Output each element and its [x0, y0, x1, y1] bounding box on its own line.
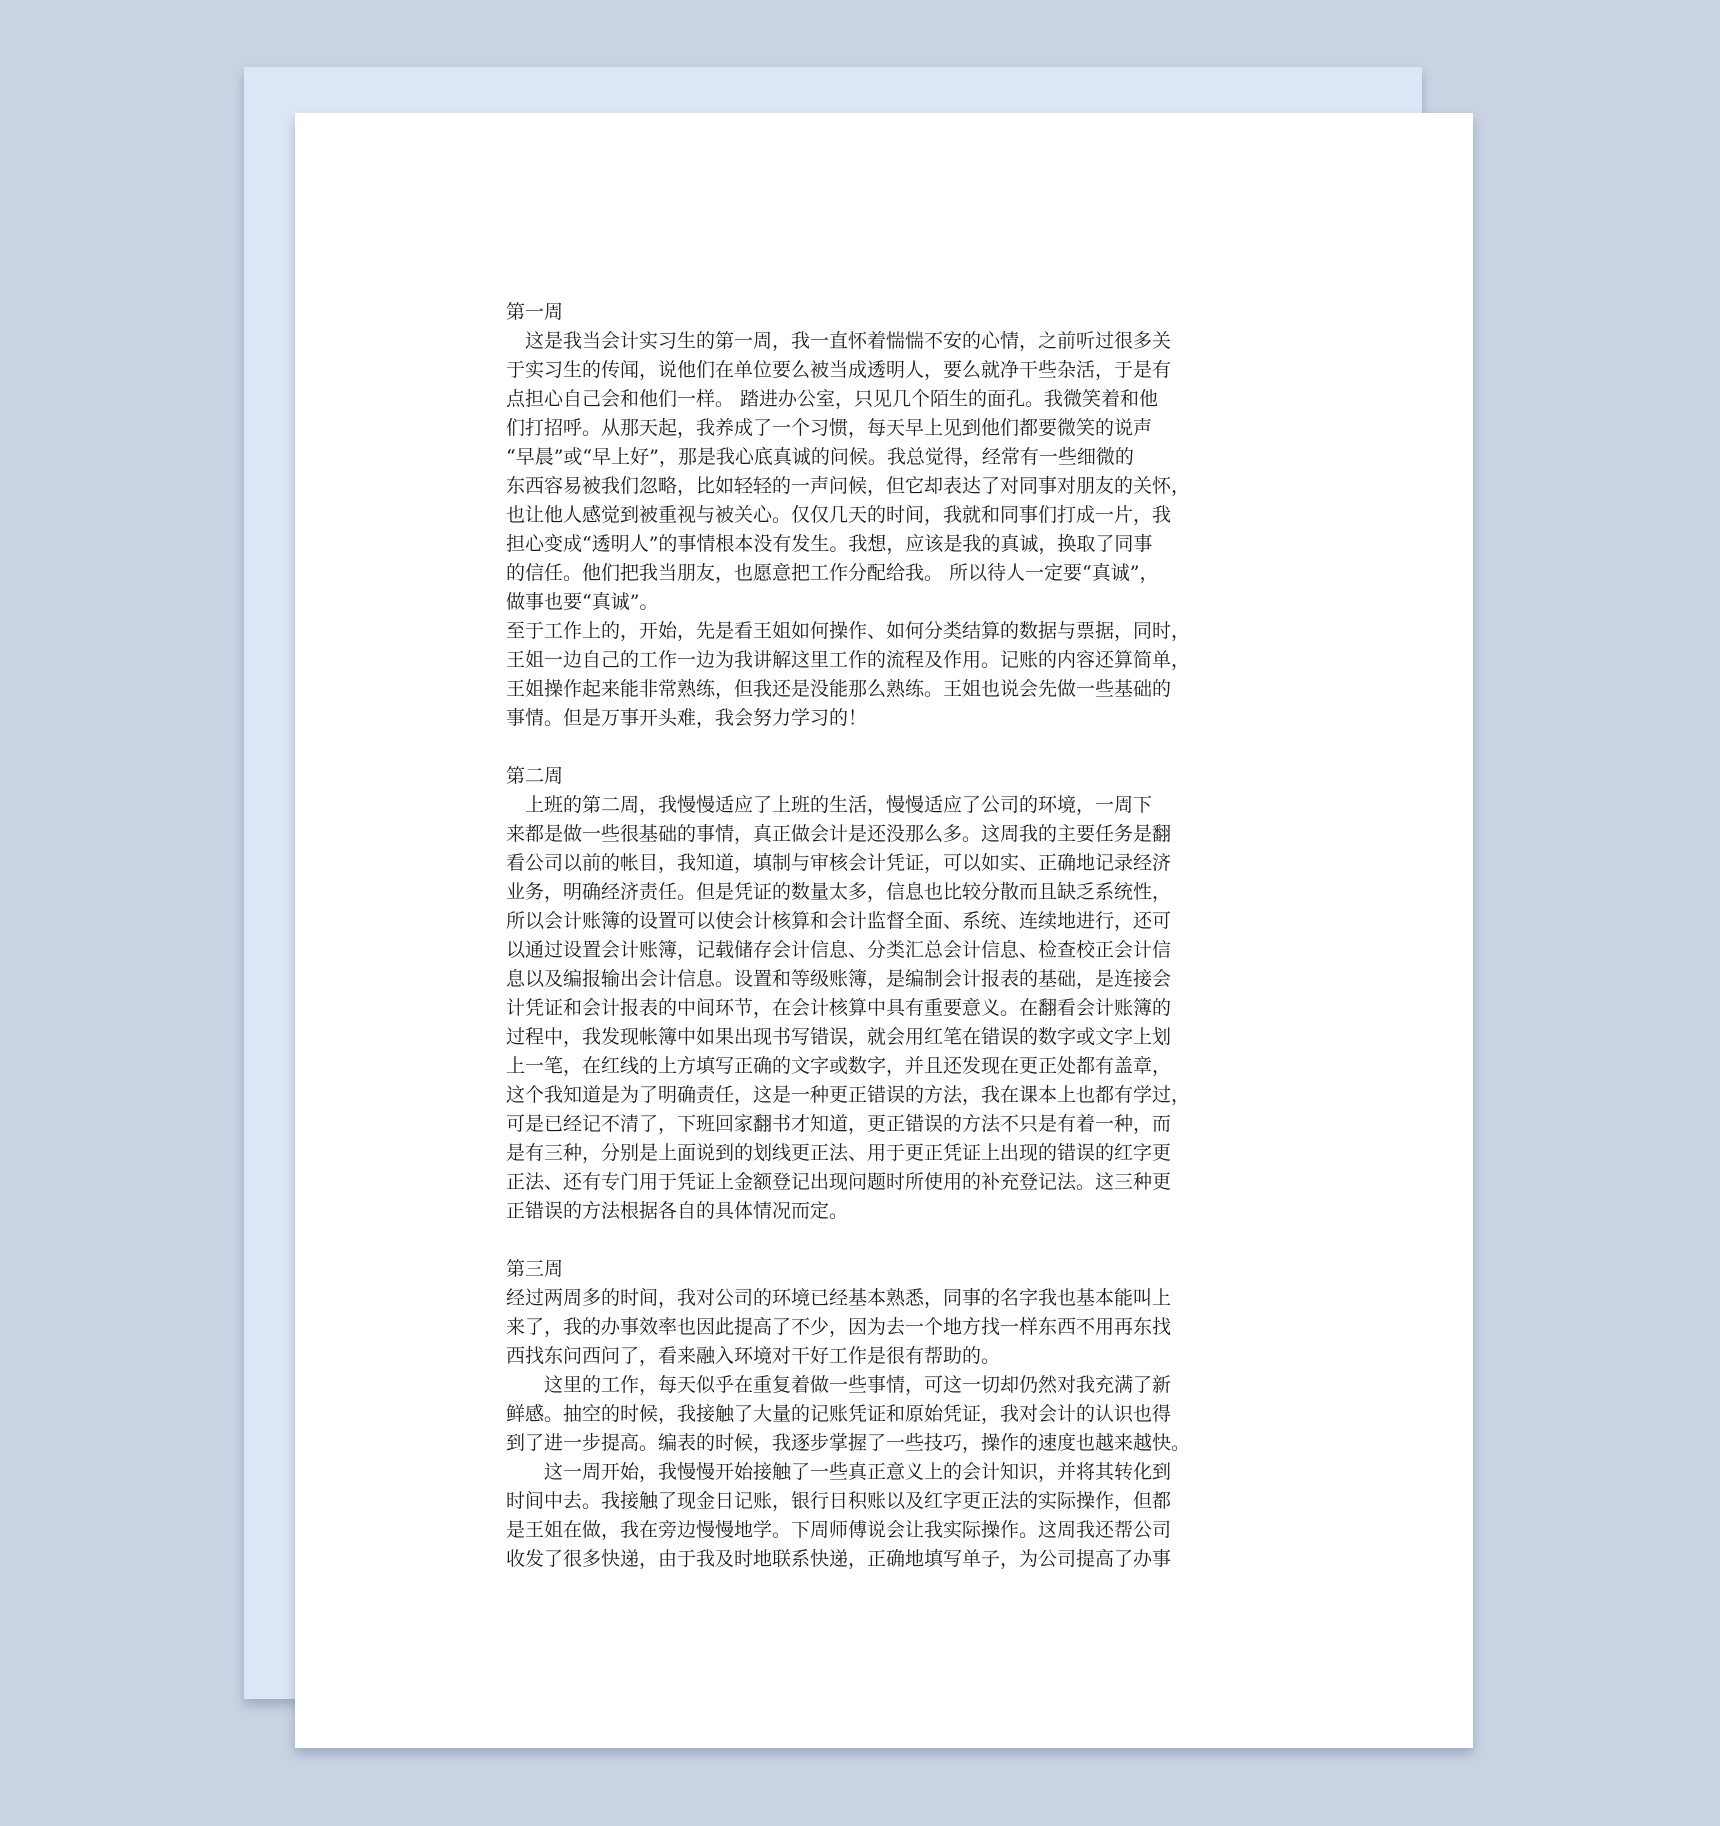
paragraph-line: 这是我当会计实习生的第一周，我一直怀着惴惴不安的心情，之前听过很多关 [506, 330, 1172, 352]
paragraph-line: 可是已经记不清了，下班回家翻书才知道，更正错误的方法不只是有着一种，而 [506, 1113, 1172, 1135]
paragraph-line: 这一周开始，我慢慢开始接触了一些真正意义上的会计知识，并将其转化到 [506, 1461, 1172, 1483]
paragraph-line: 王姐操作起来能非常熟练，但我还是没能那么熟练。王姐也说会先做一些基础的 [506, 678, 1172, 700]
paragraph-line: 是王姐在做，我在旁边慢慢地学。下周师傅说会让我实际操作。这周我还帮公司 [506, 1519, 1172, 1541]
paragraph-line: 业务，明确经济责任。但是凭证的数量太多，信息也比较分散而且缺乏系统性， [506, 881, 1172, 903]
paragraph-line: 经过两周多的时间，我对公司的环境已经基本熟悉，同事的名字我也基本能叫上 [506, 1287, 1172, 1309]
document-page [295, 113, 1473, 1748]
section-heading: 第一周 [506, 301, 564, 323]
paragraph-line: 鲜感。抽空的时候，我接触了大量的记账凭证和原始凭证，我对会计的认识也得 [506, 1403, 1172, 1425]
paragraph-line: 们打招呼。从那天起，我养成了一个习惯，每天早上见到他们都要微笑的说声 [506, 417, 1153, 439]
paragraph-line: 计凭证和会计报表的中间环节，在会计核算中具有重要意义。在翻看会计账簿的 [506, 997, 1172, 1019]
paragraph-line: 王姐一边自己的工作一边为我讲解这里工作的流程及作用。记账的内容还算简单， [506, 649, 1191, 671]
paragraph-line: 以通过设置会计账簿，记载储存会计信息、分类汇总会计信息、检查校正会计信 [506, 939, 1172, 961]
paragraph-line: 也让他人感觉到被重视与被关心。仅仅几天的时间，我就和同事们打成一片，我 [506, 504, 1172, 526]
paragraph-line: 看公司以前的帐目，我知道，填制与审核会计凭证，可以如实、正确地记录经济 [506, 852, 1172, 874]
paragraph-line: 收发了很多快递，由于我及时地联系快递，正确地填写单子，为公司提高了办事 [506, 1548, 1172, 1570]
paragraph-line: 这里的工作，每天似乎在重复着做一些事情，可这一切却仍然对我充满了新 [506, 1374, 1172, 1396]
paragraph-line: 于实习生的传闻，说他们在单位要么被当成透明人，要么就净干些杂活，于是有 [506, 359, 1172, 381]
paragraph-line: 息以及编报输出会计信息。设置和等级账簿，是编制会计报表的基础，是连接会 [506, 968, 1172, 990]
paragraph-line: 西找东问西问了，看来融入环境对干好工作是很有帮助的。 [506, 1345, 1001, 1367]
paragraph-line: 上一笔，在红线的上方填写正确的文字或数字，并且还发现在更正处都有盖章， [506, 1055, 1172, 1077]
paragraph-line: 担心变成“透明人”的事情根本没有发生。我想，应该是我的真诚，换取了同事 [506, 533, 1153, 555]
paragraph-line: 的信任。他们把我当朋友，也愿意把工作分配给我。 所以待人一定要“真诚”， [506, 562, 1159, 584]
paragraph-line: 正法、还有专门用于凭证上金额登记出现问题时所使用的补充登记法。这三种更 [506, 1171, 1172, 1193]
paragraph-line: 来都是做一些很基础的事情，真正做会计是还没那么多。这周我的主要任务是翻 [506, 823, 1172, 845]
paragraph-line: 事情。但是万事开头难，我会努力学习的！ [506, 707, 868, 729]
section-week-2 [506, 762, 1274, 1226]
paragraph-line: 上班的第二周，我慢慢适应了上班的生活，慢慢适应了公司的环境，一周下 [506, 794, 1153, 816]
paragraph-line: 这个我知道是为了明确责任，这是一种更正错误的方法，我在课本上也都有学过， [506, 1084, 1191, 1106]
paragraph-line: 正错误的方法根据各自的具体情况而定。 [506, 1200, 849, 1222]
paragraph-line: 时间中去。我接触了现金日记账，银行日积账以及红字更正法的实际操作，但都 [506, 1490, 1172, 1512]
section-heading: 第三周 [506, 1258, 564, 1280]
paragraph-line: 来了，我的办事效率也因此提高了不少，因为去一个地方找一样东西不用再东找 [506, 1316, 1172, 1338]
paragraph-line: 点担心自己会和他们一样。 踏进办公室，只见几个陌生的面孔。我微笑着和他 [506, 388, 1159, 410]
document-body [506, 298, 1274, 1574]
paragraph-line: 到了进一步提高。编表的时候，我逐步掌握了一些技巧，操作的速度也越来越快。 [506, 1432, 1191, 1454]
paragraph-line: 是有三种，分别是上面说到的划线更正法、用于更正凭证上出现的错误的红字更 [506, 1142, 1172, 1164]
paragraph-line: 过程中，我发现帐簿中如果出现书写错误，就会用红笔在错误的数字或文字上划 [506, 1026, 1172, 1048]
paragraph-line: 至于工作上的，开始，先是看王姐如何操作、如何分类结算的数据与票据，同时， [506, 620, 1191, 642]
paragraph-line: 东西容易被我们忽略，比如轻轻的一声问候，但它却表达了对同事对朋友的关怀， [506, 475, 1191, 497]
section-spacer [506, 1226, 1274, 1255]
section-week-1 [506, 298, 1274, 733]
paragraph-line: 做事也要“真诚”。 [506, 591, 659, 613]
paragraph-line: 所以会计账簿的设置可以使会计核算和会计监督全面、系统、连续地进行，还可 [506, 910, 1172, 932]
section-spacer [506, 733, 1274, 762]
section-week-3 [506, 1255, 1274, 1574]
section-heading: 第二周 [506, 765, 564, 787]
paragraph-line: “早晨”或“早上好”，那是我心底真诚的问候。我总觉得，经常有一些细微的 [506, 446, 1134, 468]
